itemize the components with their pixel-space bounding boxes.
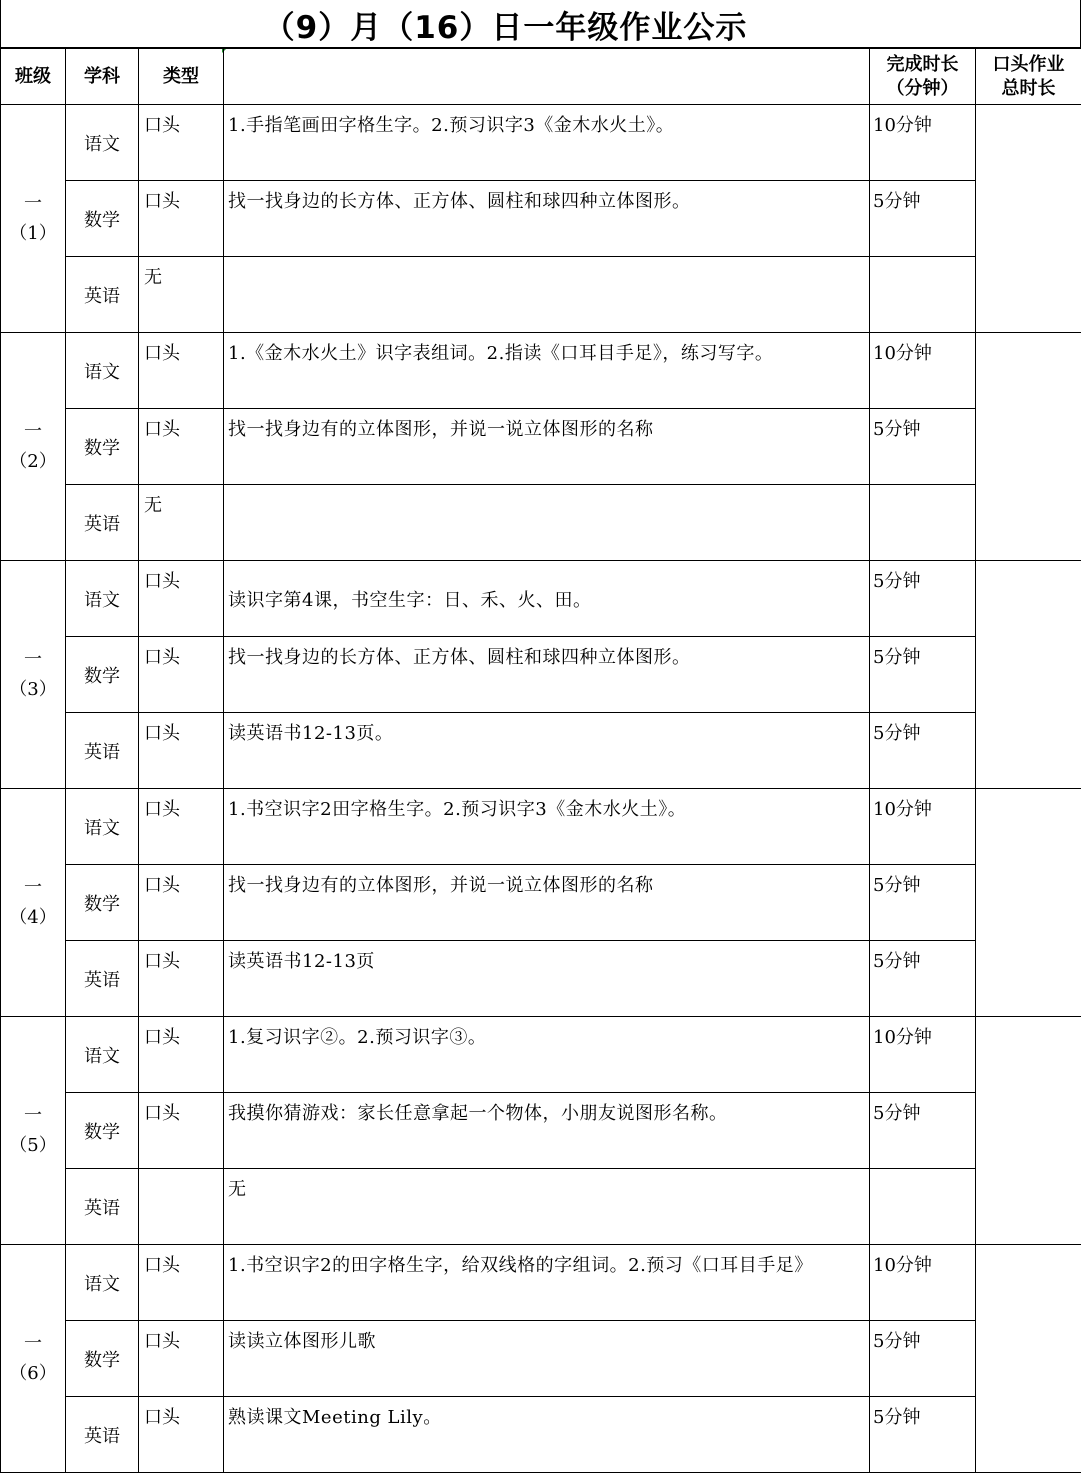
type-cell: 口头	[139, 1245, 224, 1321]
subject-cell: 语文	[66, 333, 139, 409]
content-cell: 1.书空识字2田字格生字。2.预习识字3《金木水火土》。	[224, 789, 870, 865]
duration-cell: 5分钟	[870, 1321, 976, 1397]
content-cell: 无	[224, 1169, 870, 1245]
content-cell: 找一找身边有的立体图形，并说一说立体图形的名称	[224, 865, 870, 941]
duration-cell: 10分钟	[870, 333, 976, 409]
class-grade: 一	[24, 648, 42, 670]
type-cell: 无	[139, 485, 224, 561]
subject-cell: 英语	[66, 941, 139, 1017]
total-duration-cell	[976, 1245, 1081, 1473]
content-cell: 读识字第4课，书空生字：日、禾、火、田。	[224, 561, 870, 637]
header-class: 班级	[1, 49, 66, 105]
table-row	[1, 865, 1081, 941]
subject-cell: 语文	[66, 1017, 139, 1093]
duration-cell: 5分钟	[870, 561, 976, 637]
header-row	[1, 49, 1081, 105]
subject-cell: 英语	[66, 257, 139, 333]
total-duration-cell	[976, 561, 1081, 789]
content-cell: 熟读课文Meeting Lily。	[224, 1397, 870, 1473]
subject-cell: 英语	[66, 485, 139, 561]
duration-cell: 5分钟	[870, 181, 976, 257]
type-cell: 口头	[139, 1397, 224, 1473]
type-cell: 口头	[139, 561, 224, 637]
header-total	[976, 49, 1081, 105]
duration-cell: 5分钟	[870, 865, 976, 941]
class-cell	[1, 1245, 66, 1473]
duration-cell: 5分钟	[870, 637, 976, 713]
content-cell: 找一找身边有的立体图形，并说一说立体图形的名称	[224, 409, 870, 485]
content-cell: 1.《金木水火土》识字表组词。2.指读《口耳目手足》，练习写字。	[224, 333, 870, 409]
duration-cell: 10分钟	[870, 1245, 976, 1321]
subject-cell: 数学	[66, 181, 139, 257]
class-cell	[1, 561, 66, 789]
content-cell	[224, 257, 870, 333]
table-row	[1, 105, 1081, 181]
content-cell: 1.手指笔画田字格生字。2.预习识字3《金木水火土》。	[224, 105, 870, 181]
class-number: （3）	[9, 678, 57, 700]
content-cell: 读英语书12-13页	[224, 941, 870, 1017]
content-cell: 找一找身边的长方体、正方体、圆柱和球四种立体图形。	[224, 181, 870, 257]
type-cell: 口头	[139, 637, 224, 713]
total-duration-cell	[976, 789, 1081, 1017]
page-title: （9）月（16）日一年级作业公示	[263, 9, 748, 46]
header-total-line2: 总时长	[1001, 77, 1056, 99]
subject-cell: 语文	[66, 1245, 139, 1321]
total-duration-cell	[976, 1017, 1081, 1245]
subject-cell: 数学	[66, 1321, 139, 1397]
total-duration-cell	[976, 105, 1081, 333]
class-number: （2）	[9, 450, 57, 472]
table-row	[1, 1017, 1081, 1093]
table-row	[1, 257, 1081, 333]
duration-cell: 5分钟	[870, 409, 976, 485]
class-number: （5）	[9, 1134, 57, 1156]
class-grade: 一	[24, 876, 42, 898]
duration-cell: 10分钟	[870, 105, 976, 181]
class-number: （4）	[9, 906, 57, 928]
duration-cell: 10分钟	[870, 789, 976, 865]
header-subject: 学科	[66, 49, 139, 105]
table-row	[1, 637, 1081, 713]
header-content	[224, 49, 870, 105]
table-row	[1, 1169, 1081, 1245]
header-duration-line1: 完成时长	[886, 53, 959, 75]
content-cell: 我摸你猜游戏：家长任意拿起一个物体，小朋友说图形名称。	[224, 1093, 870, 1169]
table-row	[1, 561, 1081, 637]
class-grade: 一	[24, 192, 42, 214]
subject-cell: 数学	[66, 637, 139, 713]
table-row	[1, 713, 1081, 789]
type-cell: 口头	[139, 1017, 224, 1093]
total-duration-cell	[976, 333, 1081, 561]
header-type: 类型	[139, 49, 224, 105]
subject-cell: 语文	[66, 561, 139, 637]
type-cell: 口头	[139, 333, 224, 409]
table-row	[1, 1245, 1081, 1321]
table-row	[1, 941, 1081, 1017]
table-row	[1, 1397, 1081, 1473]
subject-cell: 数学	[66, 1093, 139, 1169]
content-cell: 1.书空识字2的田字格生字，给双线格的字组词。2.预习《口耳目手足》	[224, 1245, 870, 1321]
table-row	[1, 333, 1081, 409]
class-cell	[1, 789, 66, 1017]
subject-cell: 语文	[66, 105, 139, 181]
table-row	[1, 789, 1081, 865]
class-cell	[1, 1017, 66, 1245]
type-cell: 口头	[139, 789, 224, 865]
duration-cell: 5分钟	[870, 1093, 976, 1169]
duration-cell	[870, 257, 976, 333]
subject-cell: 英语	[66, 713, 139, 789]
duration-cell: 5分钟	[870, 713, 976, 789]
subject-cell: 英语	[66, 1169, 139, 1245]
type-cell: 口头	[139, 865, 224, 941]
table-row	[1, 1093, 1081, 1169]
duration-cell: 5分钟	[870, 1397, 976, 1473]
duration-cell	[870, 1169, 976, 1245]
class-cell	[1, 333, 66, 561]
class-number: （6）	[9, 1362, 57, 1384]
duration-cell: 5分钟	[870, 941, 976, 1017]
class-number: （1）	[9, 222, 57, 244]
table-row	[1, 1321, 1081, 1397]
content-cell: 读读立体图形儿歌	[224, 1321, 870, 1397]
table-row	[1, 409, 1081, 485]
homework-table	[0, 48, 1081, 1473]
content-cell: 找一找身边的长方体、正方体、圆柱和球四种立体图形。	[224, 637, 870, 713]
type-cell: 口头	[139, 409, 224, 485]
duration-cell: 10分钟	[870, 1017, 976, 1093]
class-grade: 一	[24, 1332, 42, 1354]
class-grade: 一	[24, 1104, 42, 1126]
table-body	[1, 105, 1081, 1473]
header-duration-line2: （分钟）	[886, 77, 959, 99]
header-duration	[870, 49, 976, 105]
table-row	[1, 485, 1081, 561]
subject-cell: 数学	[66, 865, 139, 941]
table-row	[1, 181, 1081, 257]
duration-cell	[870, 485, 976, 561]
type-cell: 无	[139, 257, 224, 333]
subject-cell: 语文	[66, 789, 139, 865]
subject-cell: 数学	[66, 409, 139, 485]
class-cell	[1, 105, 66, 333]
type-cell: 口头	[139, 181, 224, 257]
type-cell: 口头	[139, 1321, 224, 1397]
type-cell: 口头	[139, 941, 224, 1017]
header-total-line1: 口头作业	[992, 53, 1065, 75]
subject-cell: 英语	[66, 1397, 139, 1473]
content-cell: 1.复习识字②。2.预习识字③。	[224, 1017, 870, 1093]
content-cell	[224, 485, 870, 561]
left-border	[0, 0, 1, 48]
type-cell: 口头	[139, 105, 224, 181]
type-cell: 口头	[139, 713, 224, 789]
content-cell: 读英语书12-13页。	[224, 713, 870, 789]
type-cell: 口头	[139, 1093, 224, 1169]
class-grade: 一	[24, 420, 42, 442]
type-cell	[139, 1169, 224, 1245]
